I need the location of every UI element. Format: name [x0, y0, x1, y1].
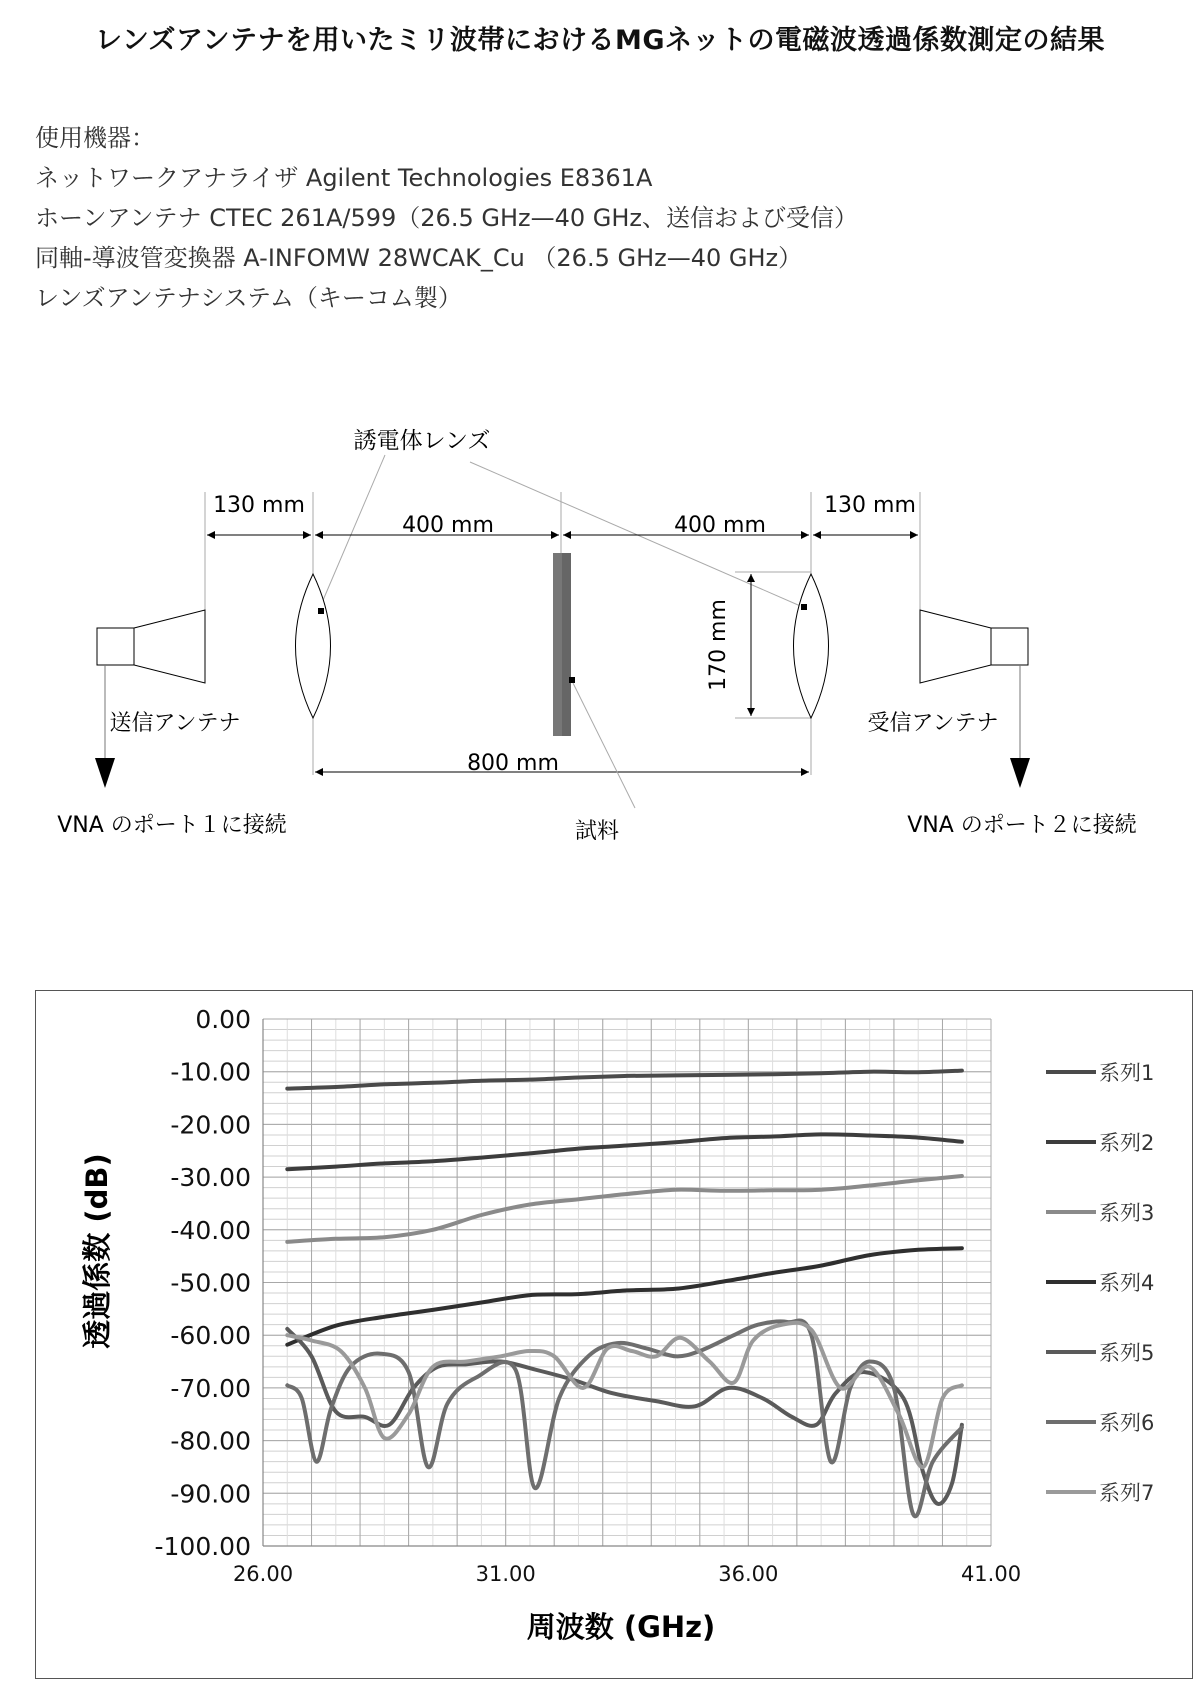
- transmit-antenna: [97, 610, 205, 683]
- equipment-list: [35, 118, 858, 318]
- legend: [1046, 1061, 1154, 1505]
- sample-plate: [553, 553, 571, 736]
- y-tick-label: -50.00: [170, 1268, 251, 1298]
- dim-label-total: 800 mm: [467, 751, 559, 776]
- x-tick-label: 41.00: [960, 1562, 1022, 1586]
- y-tick-label: -100.00: [154, 1532, 251, 1561]
- transmission-chart: [36, 991, 1191, 1677]
- lens-leader-line-left: [318, 455, 385, 612]
- sample-leader-line: [573, 683, 635, 808]
- series-line-4: [287, 1248, 962, 1345]
- y-tick-label: -30.00: [170, 1163, 251, 1193]
- port2-label: VNA のポート２に接続: [907, 813, 1137, 838]
- y-tick-label: -90.00: [170, 1479, 251, 1509]
- y-tick-label: -20.00: [170, 1110, 251, 1140]
- y-tick-label: -70.00: [170, 1373, 251, 1403]
- legend-label: 系列1: [1099, 1061, 1155, 1085]
- x-tick-label: 36.00: [718, 1562, 779, 1586]
- dim-label-sample-lens: 400 mm: [674, 513, 766, 538]
- tx-antenna-label: 送信アンテナ: [109, 711, 241, 736]
- y-tick-labels: [155, 1005, 252, 1561]
- rx-antenna-label: 受信アンテナ: [867, 711, 999, 736]
- y-tick-label: 0.00: [195, 1005, 251, 1034]
- dim-label-lens-sample: 400 mm: [402, 513, 494, 538]
- receive-antenna: [920, 610, 1028, 683]
- y-tick-label: -60.00: [170, 1321, 251, 1351]
- port2-arrow-icon: [1010, 758, 1030, 788]
- sample-marker: [569, 677, 575, 683]
- port1-label: VNA のポート１に接続: [57, 813, 287, 838]
- x-tick-label: 26.00: [232, 1562, 294, 1586]
- legend-label: 系列2: [1099, 1131, 1155, 1155]
- legend-label: 系列4: [1099, 1271, 1155, 1295]
- legend-label: 系列6: [1099, 1411, 1155, 1435]
- x-axis-title: 周波数 (GHz): [526, 1610, 716, 1644]
- series-line-1: [287, 1071, 962, 1089]
- sample-label: 試料: [574, 819, 620, 844]
- measurement-setup-diagram: [0, 410, 1200, 860]
- dielectric-lens-right: [794, 574, 829, 718]
- y-tick-label: -80.00: [170, 1426, 251, 1456]
- legend-label: 系列3: [1099, 1201, 1155, 1225]
- legend-label: 系列5: [1099, 1341, 1155, 1365]
- y-tick-label: -10.00: [170, 1057, 251, 1087]
- equipment-heading: 使用機器：: [35, 124, 155, 152]
- x-tick-label: 31.00: [475, 1562, 536, 1586]
- chart-frame: [35, 990, 1193, 1679]
- y-tick-label: -40.00: [170, 1215, 251, 1245]
- equipment-item: ネットワークアナライザ Agilent Technologies E8361A: [35, 164, 653, 192]
- dim-label-tx-lens: 130 mm: [213, 493, 305, 518]
- dim-label-lens-rx: 130 mm: [824, 493, 916, 518]
- lens-marker-right: [801, 604, 807, 610]
- legend-label: 系列7: [1099, 1481, 1155, 1505]
- y-axis-title: 透過係数 (dB): [80, 1153, 114, 1349]
- equipment-item: ホーンアンテナ CTEC 261A/599（26.5 GHz—40 GHz、送信および受信）: [35, 204, 858, 232]
- x-tick-labels: [233, 1562, 1021, 1586]
- port1-arrow-icon: [95, 758, 115, 788]
- lens-label: 誘電体レンズ: [353, 428, 491, 454]
- series-line-2: [287, 1134, 962, 1169]
- dim-label-height: 170 mm: [706, 599, 731, 691]
- equipment-item: レンズアンテナシステム（キーコム製）: [35, 284, 462, 312]
- page-title: レンズアンテナを用いたミリ波帯におけるMGネットの電磁波透過係数測定の結果: [95, 25, 1105, 56]
- equipment-item: 同軸-導波管変換器 A-INFOMW 28WCAK_Cu （26.5 GHz—40 GHz）: [35, 244, 803, 272]
- lens-marker-left: [318, 608, 324, 614]
